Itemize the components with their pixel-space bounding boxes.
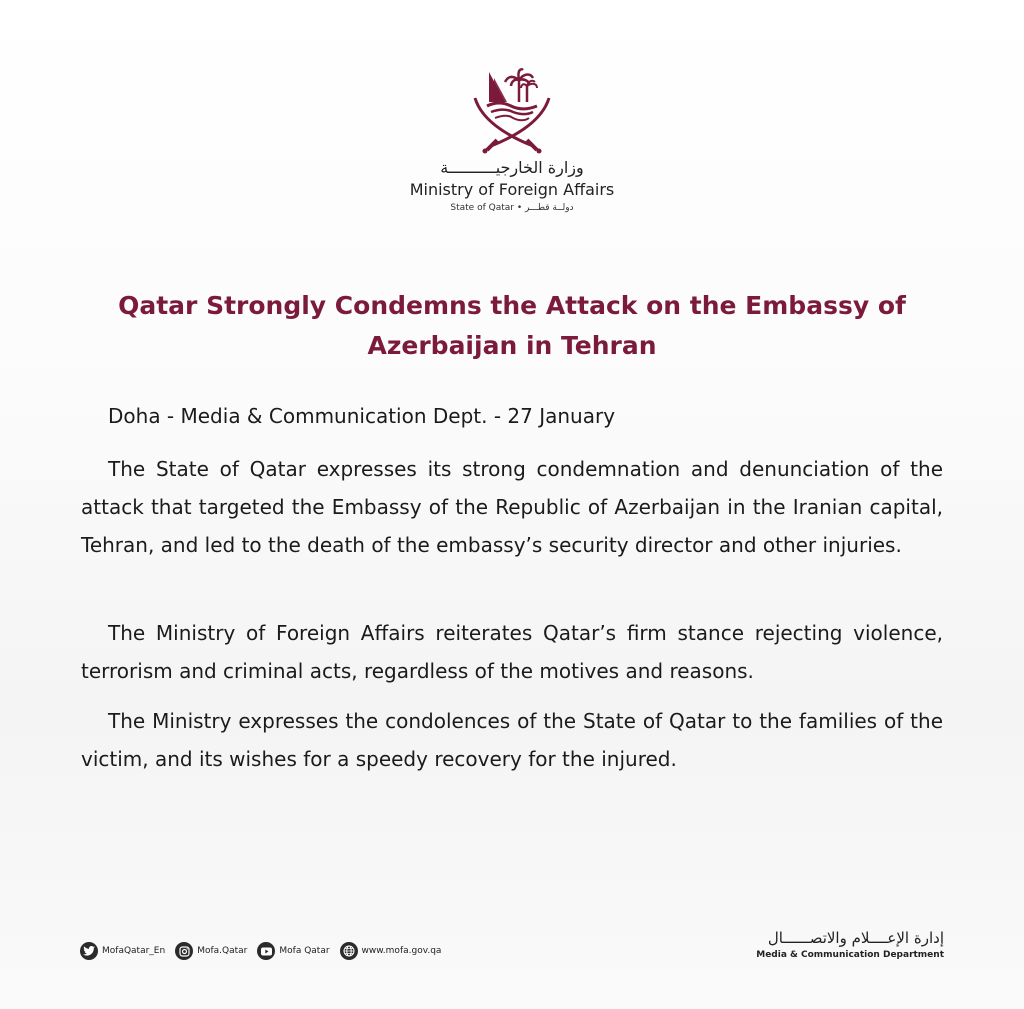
social-label-website: www.mofa.gov.qa — [361, 946, 442, 956]
social-label-twitter: MofaQatar_En — [102, 946, 166, 956]
department-name-arabic: إدارة الإعــــلام والاتصــــــال — [767, 929, 944, 947]
social-label-instagram: Mofa.Qatar — [197, 946, 248, 956]
media-department-signature — [756, 928, 944, 962]
department-name-english: Media & Communication Department — [756, 950, 944, 960]
instagram-icon — [175, 942, 193, 960]
press-release-title: Qatar Strongly Condemns the Attack on the Embassy of Azerbaijan in Tehran — [118, 291, 906, 360]
globe-icon — [340, 942, 358, 960]
ministry-logo-block — [0, 62, 1024, 214]
social-item-website[interactable] — [340, 942, 442, 960]
qatar-emblem-icon — [467, 62, 557, 154]
body-paragraph-1: The State of Qatar expresses its strong condemnation and denunciation of the attack that targeted the Embassy of the Republic of Azerbaijan in the Iranian capital, Tehran, and led to the death of the embassy’s security director and other injuries. — [81, 457, 943, 557]
ministry-name-english: Ministry of Foreign Affairs — [409, 180, 615, 199]
twitter-icon — [80, 942, 98, 960]
state-of-qatar-line: State of Qatar • دولــة قطـــر — [450, 203, 574, 213]
social-item-twitter[interactable] — [80, 942, 165, 960]
social-label-youtube: Mofa Qatar — [279, 946, 330, 956]
social-item-instagram[interactable] — [175, 942, 247, 960]
ministry-name-arabic: وزارة الخارجيــــــــــة — [440, 158, 584, 177]
social-item-youtube[interactable] — [257, 942, 329, 960]
social-links — [80, 940, 441, 962]
dateline: Doha - Media & Communication Dept. - 27 January — [108, 404, 616, 428]
youtube-icon — [257, 942, 275, 960]
body-paragraph-3: The Ministry expresses the condolences of the State of Qatar to the families of the victim, and its wishes for a speedy recovery for the injured. — [81, 709, 943, 771]
body-paragraph-2: The Ministry of Foreign Affairs reiterates Qatar’s firm stance rejecting violence, terrorism and criminal acts, regardless of the motives and reasons. — [81, 621, 943, 683]
